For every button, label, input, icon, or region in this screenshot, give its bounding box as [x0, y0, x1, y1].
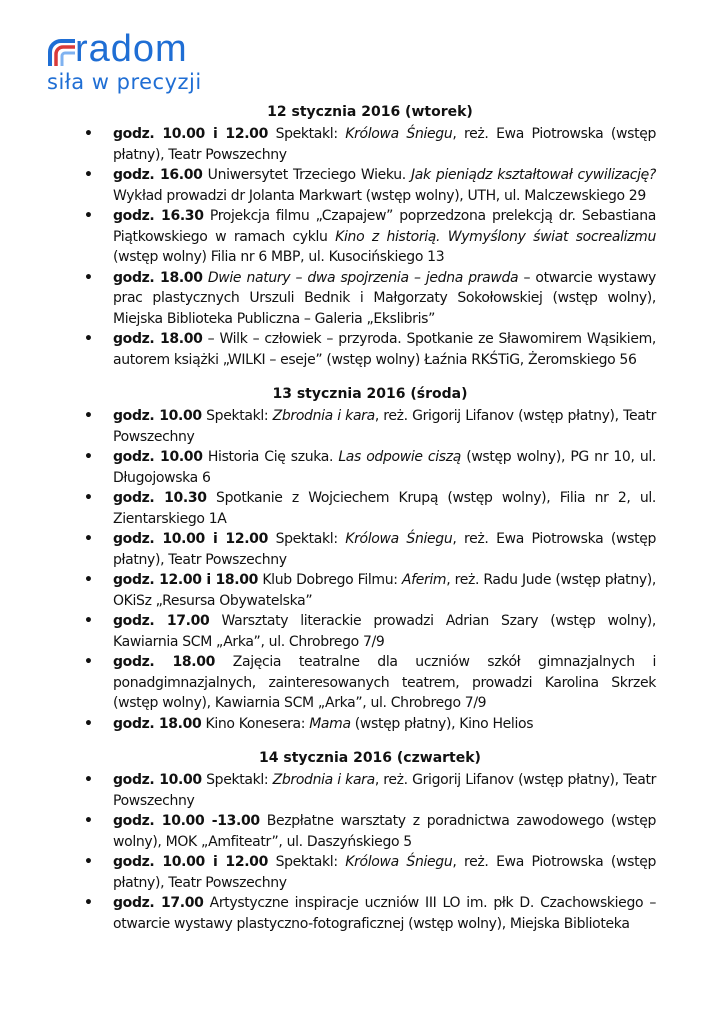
event-time: godz. 10.30 [113, 490, 207, 506]
event-text: Klub Dobrego Filmu: [258, 572, 402, 588]
event-item [84, 714, 656, 735]
logo-wordmark: radom [75, 28, 188, 70]
event-list [84, 406, 656, 734]
event-title: Las odpowie ciszą [338, 449, 461, 465]
day-title: 13 stycznia 2016 (środa) [272, 386, 468, 402]
bullet-icon: • [84, 854, 93, 870]
event-item [84, 165, 656, 206]
event-item [84, 329, 656, 370]
event-text: Projekcja filmu „Czapajew” poprzedzona prelekcją dr. Sebastiana Piątkowskiego w ramach cyklu [113, 208, 656, 245]
event-time: godz. 18.00 [113, 269, 203, 286]
event-title: Królowa Śniegu [345, 854, 453, 870]
event-text: Spotkanie z Wojciechem Krupą (wstęp wolny), Filia nr 2, ul. Zientarskiego 1A [113, 490, 656, 527]
event-item [84, 893, 656, 934]
event-time: godz. 10.00 i 12.00 [113, 854, 268, 870]
event-item [84, 529, 656, 570]
event-list [84, 124, 656, 370]
day-section [84, 102, 656, 370]
event-text: , reż. Grigorij Lifanov (wstęp płatny), Teatr Powszechny [113, 772, 657, 809]
bullet-icon: • [84, 331, 93, 347]
event-text: Spektakl: [267, 854, 346, 870]
bullet-icon: • [84, 895, 93, 911]
bullet-icon: • [84, 208, 93, 224]
day-section [84, 748, 656, 934]
logo-arcs-icon [47, 38, 77, 68]
event-text: Wykład prowadzi dr Jolanta Markwart (wstęp wolny), UTH, ul. Malczewskiego 29 [113, 187, 646, 204]
event-title: Dwie natury – dwa spojrzenia – jedna prawda [207, 269, 519, 286]
event-text: Zajęcia teatralne dla uczniów szkół gimnazjalnych i ponadgimnazjalnych, zainteresowanych teatrem, prowadzi Karolina Skrzek (wstęp wolny), Kawiarnia SCM „Arka”, ul. Chrobrego 7/9 [113, 654, 656, 711]
event-title: Zbrodnia i kara [272, 772, 375, 788]
event-time: godz. 12.00 i 18.00 [113, 572, 259, 588]
day-section [84, 384, 656, 734]
day-title: 14 stycznia 2016 (czwartek) [259, 750, 481, 766]
event-item [84, 811, 656, 852]
event-time: godz. 17.00 [113, 613, 210, 629]
bullet-icon: • [84, 126, 93, 142]
event-time: godz. 10.00 i 12.00 [113, 126, 268, 142]
event-text: – Wilk – człowiek – przyroda. Spotkanie ze Sławomirem Wąsikiem, autorem książki „WILKI – eseje” (wstęp wolny) Łaźnia RKŚTiG, Żeromskiego 56 [113, 331, 657, 368]
event-text: Kino Konesera: [201, 715, 310, 732]
event-item [84, 611, 656, 652]
event-time: godz. 18.00 [113, 654, 216, 670]
event-text: – otwarcie wystawy prac plastycznych Urszuli Bednik i Małgorzaty Sokołowskiej (wstęp wolny), Miejska Biblioteka Publiczna – Galeria „Ekslibris” [113, 269, 656, 327]
bullet-icon: • [84, 772, 93, 788]
event-text: , reż. Ewa Piotrowska (wstęp płatny), Teatr Powszechny [113, 126, 657, 163]
bullet-icon: • [84, 269, 93, 286]
bullet-icon: • [84, 490, 93, 506]
radom-logo [45, 28, 235, 104]
bullet-icon: • [84, 531, 93, 547]
event-text: , reż. Radu Jude (wstęp płatny), OKiSz „Resursa Obywatelska” [113, 572, 656, 609]
event-text: Historia Cię szuka. [202, 449, 339, 465]
event-time: godz. 10.00 [113, 449, 203, 465]
bullet-icon: • [84, 654, 93, 670]
event-text: Spektakl: [201, 408, 273, 424]
bullet-icon: • [84, 449, 93, 465]
event-item [84, 124, 656, 165]
bullet-icon: • [84, 408, 93, 424]
event-time: godz. 18.00 [113, 715, 202, 732]
event-text: (wstęp wolny) Filia nr 6 MBP, ul. Kusocińskiego 13 [113, 249, 445, 265]
event-time: godz. 17.00 [113, 895, 204, 911]
event-item [84, 570, 656, 611]
bullet-icon: • [84, 167, 93, 183]
event-time: godz. 10.00 [113, 772, 202, 788]
event-text: , reż. Ewa Piotrowska (wstęp płatny), Teatr Powszechny [113, 854, 657, 891]
event-time: godz. 16.00 [113, 167, 203, 183]
event-text: (wstęp płatny), Kino Helios [350, 715, 534, 732]
event-time: godz. 10.00 i 12.00 [113, 531, 268, 547]
bullet-icon: • [84, 813, 93, 829]
event-text: Uniwersytet Trzeciego Wieku. [202, 167, 411, 183]
event-text: Bezpłatne warsztaty z poradnictwa zawodowego (wstęp wolny), MOK „Amfiteatr”, ul. Daszyńskiego 5 [113, 813, 656, 850]
event-schedule [84, 102, 656, 948]
event-item [84, 852, 656, 893]
event-time: godz. 16.30 [113, 208, 204, 224]
event-item [84, 770, 656, 811]
event-text: , reż. Ewa Piotrowska (wstęp płatny), Teatr Powszechny [113, 531, 657, 568]
day-title: 12 stycznia 2016 (wtorek) [267, 104, 473, 120]
event-title: Aferim [401, 572, 447, 588]
event-title: Jak pieniądz kształtował cywilizację? [411, 167, 656, 183]
event-time: godz. 10.00 [113, 408, 202, 424]
event-text: (wstęp wolny), PG nr 10, ul. Długojowska 6 [113, 449, 656, 486]
bullet-icon: • [84, 613, 93, 629]
event-item [84, 406, 656, 447]
event-text: Spektakl: [267, 531, 346, 547]
event-title: Kino z historią. Wymyślony świat socrealizmu [335, 228, 656, 245]
event-title: Królowa Śniegu [345, 126, 453, 142]
bullet-icon: • [84, 715, 93, 732]
event-title: Mama [309, 715, 351, 732]
event-title: Zbrodnia i kara [272, 408, 375, 424]
event-item [84, 268, 656, 330]
event-time: godz. 18.00 [113, 331, 203, 347]
event-item [84, 488, 656, 529]
event-text: Spektakl: [201, 772, 273, 788]
event-time: godz. 10.00 -13.00 [113, 813, 260, 829]
event-item [84, 206, 656, 268]
event-text: , reż. Grigorij Lifanov (wstęp płatny), Teatr Powszechny [113, 408, 657, 445]
event-list [84, 770, 656, 934]
logo-tagline: siła w precyzji [47, 70, 202, 94]
event-text: Artystyczne inspiracje uczniów III LO im. płk D. Czachowskiego – otwarcie wystawy plastyczno-fotograficznej (wstęp wolny), Miejska Biblioteka [113, 895, 656, 932]
event-item [84, 447, 656, 488]
event-text: Spektakl: [267, 126, 346, 142]
event-title: Królowa Śniegu [345, 531, 453, 547]
event-text: Warsztaty literackie prowadzi Adrian Szary (wstęp wolny), Kawiarnia SCM „Arka”, ul. Chrobrego 7/9 [113, 613, 656, 650]
bullet-icon: • [84, 572, 93, 588]
event-item [84, 652, 656, 714]
